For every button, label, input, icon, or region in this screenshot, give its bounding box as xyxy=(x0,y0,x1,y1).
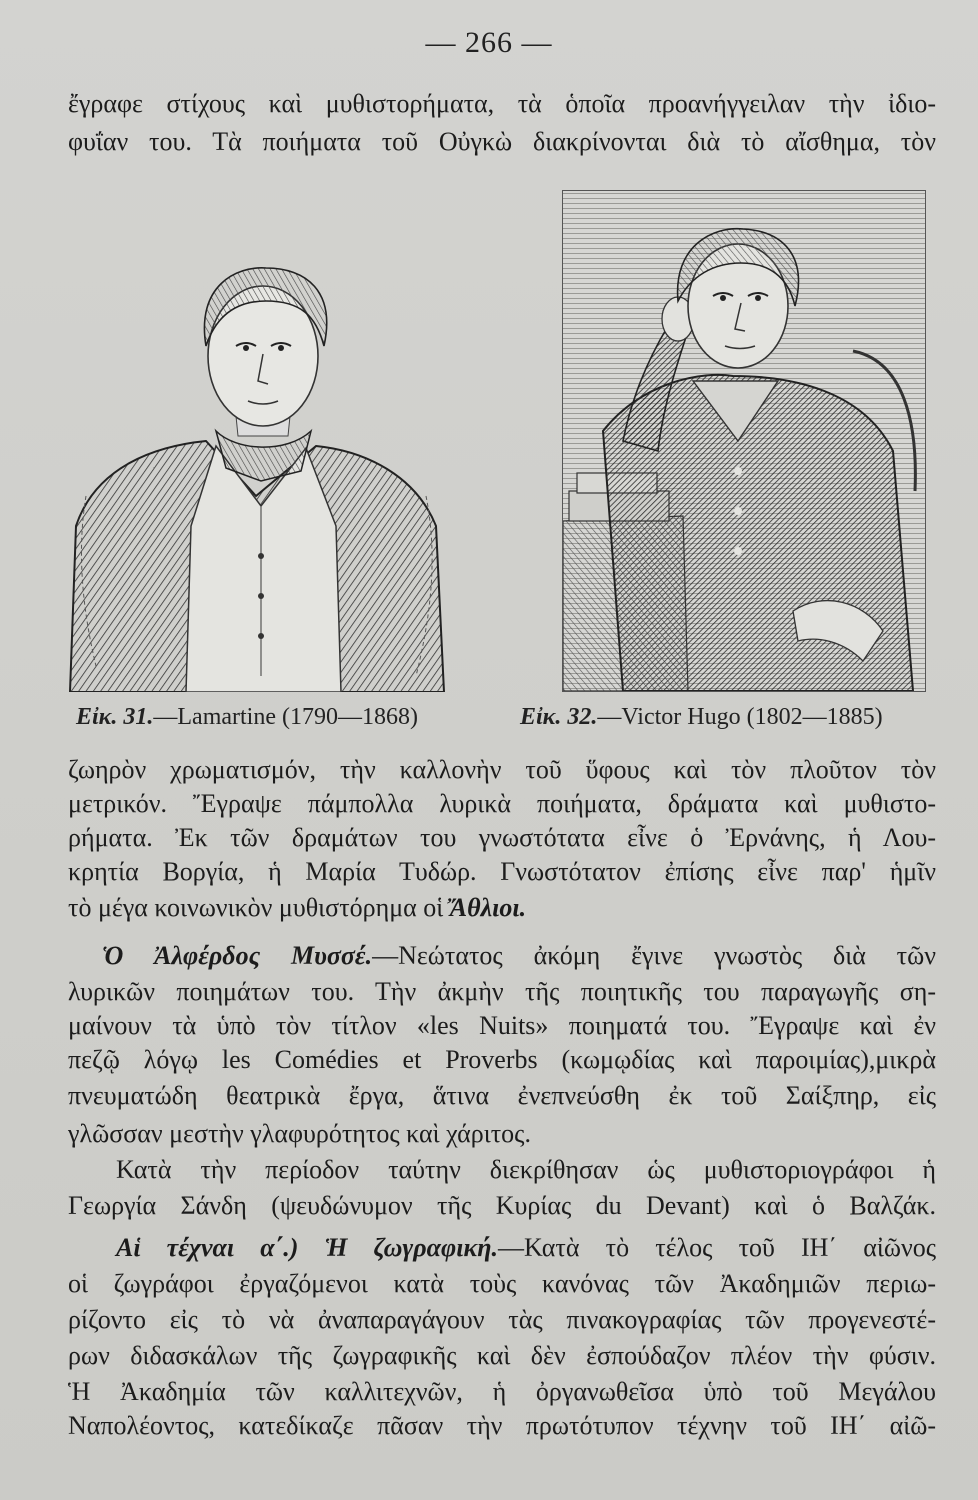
musset-line-1 xyxy=(102,940,936,972)
body-line-5-text: τὸ μέγα κοινωνικὸν μυθιστόρημα οἱ xyxy=(68,893,450,922)
body-line-4: κρητία Βοργία, ἡ Μαρία Τυδώρ. Γνωστότατον ἐπίσης εἶνε παρ' ἡμῖν xyxy=(68,857,936,886)
body-line-5 xyxy=(68,892,936,924)
musset-heading: Ὁ Ἀλφέρδος Μυσσέ. xyxy=(102,941,373,970)
victor-hugo-portrait-illustration xyxy=(562,190,926,692)
figure-32-caption xyxy=(520,702,883,732)
musset-line-1-text: —Νεώτατος ἀκόμη ἔγινε γνωστὸς διὰ τῶν xyxy=(372,941,936,970)
figure-31-text: —Lamartine (1790—1868) xyxy=(153,704,418,730)
musset-line-2: λυρικῶν ποιημάτων του. Τὴν ἀκμὴν τῆς ποιητικῆς του παραγωγῆς ση- xyxy=(68,977,936,1006)
musset-line-6: γλῶσσαν μεστὴν γλαφυρότητος καὶ χάριτος. xyxy=(68,1119,531,1148)
figure-32-text: —Victor Hugo (1802—1885) xyxy=(597,704,883,730)
lamartine-portrait-illustration xyxy=(66,196,446,692)
figure-31-label: Εἰκ. 31. xyxy=(76,704,154,730)
intro-line-1: ἔγραφε στίχους καὶ μυθιστορήματα, τὰ ὁποῖα προανήγγειλαν τὴν ἰδιο- xyxy=(68,89,936,118)
arts-line-1-text: —Κατὰ τὸ τέλος τοῦ ΙΗ΄ αἰῶνος xyxy=(498,1233,937,1262)
arts-heading-b: Ἡ ζωγραφική. xyxy=(324,1233,498,1262)
arts-line-3: ρίζοντο εἰς τὸ νὰ ἀναπαραγάγουν τὰς πινακογραφίας τῶν προγενεστέ- xyxy=(68,1305,936,1334)
period-line-1: Κατὰ τὴν περίοδον ταύτην διεκρίθησαν ὡς μυθιστοριογράφοι ἡ xyxy=(116,1155,936,1184)
figure-31-caption xyxy=(76,702,418,732)
arts-line-4: ρων διδασκάλων τῆς ζωγραφικῆς καὶ δὲν ἐσπούδαζον πλέον τὴν φύσιν. xyxy=(68,1341,936,1370)
arts-line-6: Ναπολέοντος, κατεδίκαζε πᾶσαν τὴν πρωτότυπον τέχνην τοῦ ΙΗ΄ αἰῶ- xyxy=(68,1411,936,1440)
body-line-2: μετρικόν. Ἔγραψε πάμπολλα λυρικὰ ποιήματα, δράματα καὶ μυθιστο- xyxy=(68,789,936,818)
musset-line-4: πεζῷ λόγῳ les Comédies et Proverbs (κωμῳδίας καὶ παροιμίας),μικρὰ xyxy=(68,1045,936,1074)
arts-line-5: Ἡ Ἀκαδημία τῶν καλλιτεχνῶν, ἡ ὀργανωθεῖσα ὑπὸ τοῦ Μεγάλου xyxy=(68,1377,936,1406)
page-number: — 266 — xyxy=(425,26,553,59)
figure-32-label: Εἰκ. 32. xyxy=(520,704,598,730)
body-line-3: ρήματα. Ἐκ τῶν δραμάτων του γνωστότατα εἶνε ὁ Ἐρνάνης, ἡ Λου- xyxy=(68,823,936,852)
arts-line-1 xyxy=(116,1232,936,1264)
period-line-2: Γεωργία Σάνδη (ψευδώνυμον τῆς Κυρίας du Devant) καὶ ὁ Βαλζάκ. xyxy=(68,1191,936,1220)
arts-line-2: οἱ ζωγράφοι ἐργαζόμενοι κατὰ τοὺς κανόνας τῶν Ἀκαδημιῶν περιω- xyxy=(68,1269,936,1298)
les-miserables-title: Ἄθλιοι. xyxy=(449,893,527,922)
body-line-1: ζωηρὸν χρωματισμόν, τὴν καλλονὴν τοῦ ὕφους καὶ τὸν πλοῦτον τὸν xyxy=(68,755,936,784)
musset-line-5: πνευματώδη θεατρικὰ ἔργα, ἅτινα ἐνεπνεύσθη ἐκ τοῦ Σαίξπηρ, εἰς xyxy=(68,1081,936,1110)
intro-line-2: φυΐαν του. Τὰ ποιήματα τοῦ Οὐγκὼ διακρίνονται διὰ τὸ αἴσθημα, τὸν xyxy=(68,127,936,156)
musset-line-3: μαίνουν τὰ ὑπὸ τὸν τίτλον «les Nuits» ποιηματά του. Ἔγραψε καὶ ἐν xyxy=(68,1011,936,1040)
arts-heading-a: Αἱ τέχναι α΄.) xyxy=(116,1233,299,1262)
